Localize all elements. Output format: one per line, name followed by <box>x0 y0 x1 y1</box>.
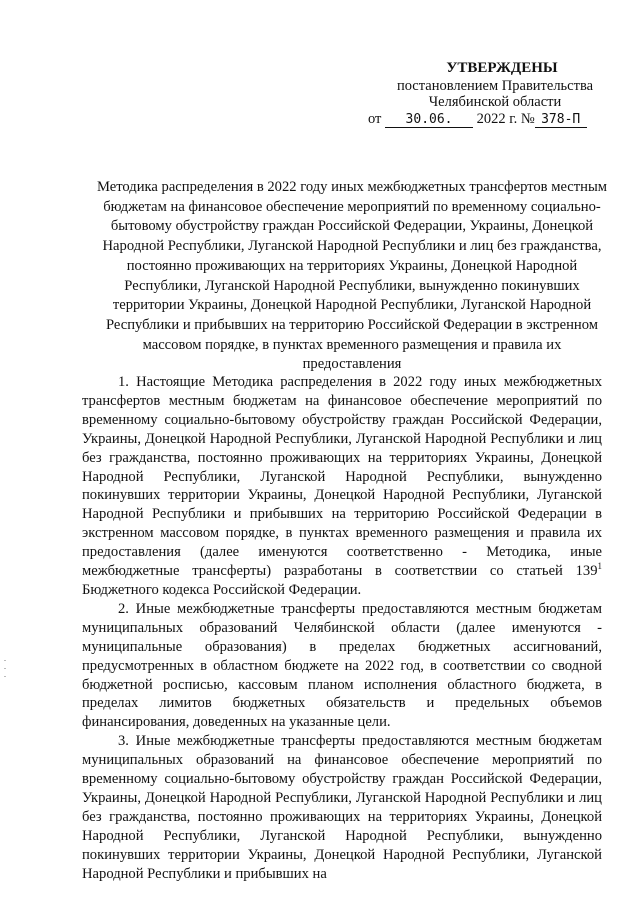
approval-block <box>368 60 608 128</box>
approval-line-2: Челябинской области <box>428 94 562 110</box>
paragraph-1-end: Бюджетного кодекса Российской Федерации. <box>82 581 362 598</box>
approval-heading: УТВЕРЖДЕНЫ <box>446 60 558 76</box>
approval-line-1: постановлением Правительства <box>396 78 594 94</box>
scan-artifact <box>4 660 6 661</box>
paragraph-2: 2. Иные межбюджетные трансферты предоставляются местным бюджетам муниципальных образований Челябинской области (далее именуются - муниципальные образования) в пределах бюджетных ассигнований, предусмотренных в областном бюджете на 2022 год, в соответствии со сводной бюджетной росписью, кассовым планом исполнения областного бюджета, в пределах лимитов бюджетных обязательств и предельных объемов финансирования, доведенных на указанные цели. <box>82 600 602 731</box>
scan-artifact <box>4 676 6 677</box>
resolution-number: 378-П <box>535 113 587 128</box>
document-title: Методика распределения в 2022 году иных межбюджетных трансфертов местным бюджетам на финансовое обеспечение мероприятий по временному социально-бытовому обустройству граждан Российской Федерации, Украины, Донецкой Народной Республики, Луганской Народной Республики и лиц без гражданства, постоянно проживающих на территориях Украины, Донецкой Народной Республики, Луганской Народной Республики, вынужденно покинувших территории Украины, Донецкой Народной Республики, Луганской Народной Республики и прибывших на территорию Российской Федерации в экстренном массовом порядке, в пунктах временного размещения и правила их предоставления <box>96 179 607 373</box>
year-label: 2022 г. № <box>476 111 535 127</box>
paragraph-1-text: 1. Настоящие Методика распределения в 2022 году иных межбюджетных трансфертов местным бюджетам на финансовое обеспечение мероприятий по временному социально-бытовому обустройству граждан Российской Федерации, Украины, Донецкой Народной Республики, Луганской Народной Республики и лиц без гражданства, постоянно проживающих на территориях Украины, Донецкой Народной Республики, Луганской Народной Республики, вынужденно покинувших территории Украины, Донецкой Народной Республики, Луганской Народной Республики и прибывших на территорию Российской Федерации в экстренном массовом порядке, в пунктах временного размещения и правила их предоставления (далее именуются соответственно - Методика, иные межбюджетные трансферты) разработаны в соответствии со статьей 139 <box>82 374 602 580</box>
paragraph-3: 3. Иные межбюджетные трансферты предоставляются местным бюджетам муниципальных образований на финансовое обеспечение мероприятий по временному социально-бытовому обустройству граждан Российской Федерации, Украины, Донецкой Народной Республики, Луганской Народной Республики и лиц без гражданства, постоянно проживающих на территориях Украины, Донецкой Народной Республики, Луганской Народной Республики, вынужденно покинувших территории Украины, Донецкой Народной Республики, Луганской Народной Республики и прибывших на <box>82 733 602 882</box>
approval-date-line <box>368 111 608 128</box>
date-value: 30.06. <box>385 113 473 128</box>
article-superscript: 1 <box>597 561 602 572</box>
document-body <box>82 373 602 883</box>
paragraph-1 <box>82 373 602 600</box>
from-label: от <box>368 111 382 127</box>
scan-artifact <box>4 668 6 669</box>
